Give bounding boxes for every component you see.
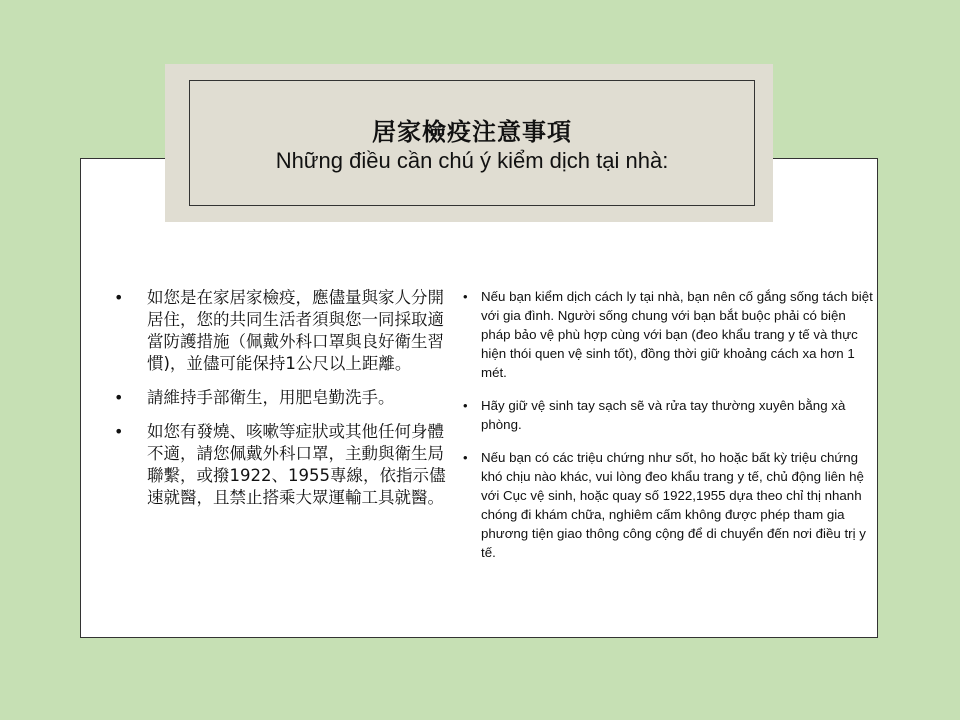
list-item-text: 如您是在家居家檢疫，應儘量與家人分開居住，您的共同生活者須與您一同採取適當防護措施（佩戴外科口罩與良好衛生習慣)，並儘可能保持1公尺以上距離。 <box>147 288 444 373</box>
list-item-text: 如您有發燒、咳嗽等症狀或其他任何身體不適，請您佩戴外科口罩，主動與衛生局聯繫，或撥1922、1955專線，依指示儘速就醫，且禁止搭乘大眾運輸工具就醫。 <box>147 422 446 507</box>
vietnamese-column <box>463 287 873 576</box>
list-item-text: Nếu bạn kiểm dịch cách ly tại nhà, bạn nên cố gắng sống tách biệt với gia đình. Người sống chung với bạn bắt buộc phải có biện pháp bảo vệ phù hợp cùng với bạn (đeo khẩu trang y tế và thực hiện thói quen vệ sinh tốt), đồng thời giữ khoảng cách xa hơn 1 mét. <box>481 289 873 380</box>
title-vietnamese: Những điều cần chú ý kiểm dịch tại nhà: <box>275 148 669 173</box>
bullet-icon: • <box>114 422 124 441</box>
list-item <box>463 396 873 434</box>
list-item <box>463 287 873 382</box>
chinese-bullet-list <box>114 287 454 509</box>
bullet-icon: • <box>114 388 124 407</box>
list-item-text: 請維持手部衛生，用肥皂勤洗手。 <box>147 388 395 407</box>
vietnamese-bullet-list <box>463 287 873 562</box>
bullet-icon: • <box>463 450 468 465</box>
list-item-text: Hãy giữ vệ sinh tay sạch sẽ và rửa tay thường xuyên bằng xà phòng. <box>481 398 846 432</box>
title-chinese: 居家檢疫注意事項 <box>372 118 572 146</box>
list-item-text: Nếu bạn có các triệu chứng như sốt, ho hoặc bất kỳ triệu chứng khó chịu nào khác, vui lòng đeo khẩu trang y tế, chủ động liên hệ với Cục vệ sinh, hoặc quay số 1922,1955 dựa theo chỉ thị nhanh chóng đi khám chữa, nghiêm cấm không được phép tham gia phương tiện giao thông công cộng để di chuyển đến nơi điều trị y tế. <box>481 450 866 560</box>
title-frame <box>189 80 755 206</box>
chinese-column <box>114 287 454 521</box>
title-panel <box>165 64 773 222</box>
bullet-icon: • <box>114 288 124 307</box>
list-item <box>114 387 454 409</box>
list-item <box>114 421 454 509</box>
list-item <box>463 448 873 562</box>
bullet-icon: • <box>463 289 468 304</box>
bullet-icon: • <box>463 398 468 413</box>
list-item <box>114 287 454 375</box>
